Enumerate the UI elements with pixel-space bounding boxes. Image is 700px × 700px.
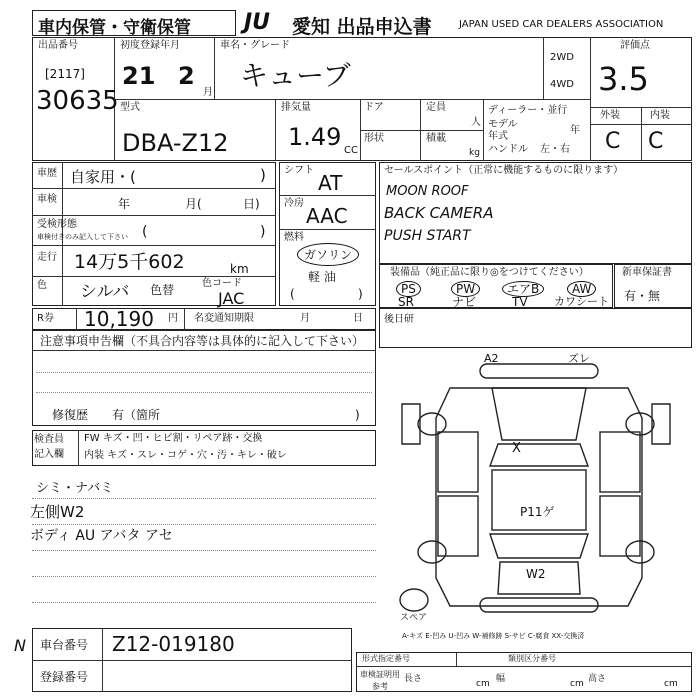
equip-aw: AW [567, 281, 596, 297]
inspection-day: 日) [243, 197, 260, 211]
equip-navi: ナビ [452, 295, 477, 309]
recycle-value: 10,190 [84, 307, 154, 331]
storage-note: 車内保管・守衛保管 [38, 18, 191, 38]
deadline-month: 月 [300, 313, 310, 324]
cert-label-2: 類別区分番号 [508, 654, 556, 663]
load-unit: kg [469, 148, 480, 158]
inspector-row1: FW キズ・凹・ヒビ割・リペア跡・交換 [84, 433, 263, 444]
rear-window-label: 後日研 [384, 314, 414, 325]
equip-pw: PW [451, 281, 480, 297]
registration-label: 初度登録年月 [120, 40, 180, 51]
lot-number: 30635 [36, 86, 119, 116]
history-close: ) [260, 166, 266, 184]
dealer-label: ディーラー・並行 [488, 105, 568, 116]
chassis-value: Z12-019180 [112, 632, 235, 656]
color-code-value: JAC [218, 289, 245, 308]
mileage-label: 走行 [37, 252, 57, 263]
spare-label: スペア [400, 613, 428, 623]
rating-label: 評価点 [620, 40, 650, 51]
rear-bumper [480, 598, 598, 612]
model-year-label: モデル [488, 119, 518, 130]
fuel-diesel: 軽 油 [308, 270, 336, 284]
drive-2wd: 2WD [550, 52, 574, 63]
handle-value: 左・右 [540, 144, 570, 155]
load-label: 積載 [426, 133, 446, 144]
right-door-front [600, 432, 640, 492]
cert-ref-label: 車検証明用 [360, 670, 400, 679]
color-change-label: 色替 [150, 283, 175, 297]
model-name: キューブ [240, 59, 351, 92]
cert-length-unit: cm [476, 679, 490, 689]
inspector-label: 検査員 [34, 434, 64, 445]
registration-year: 21 [122, 62, 156, 90]
shift-label: シフト [284, 165, 314, 176]
month-unit: 月 [203, 87, 213, 98]
mileage-value: 14万5千602 [74, 251, 185, 273]
repair-value: 有（箇所 [112, 408, 161, 422]
lot-label: 出品番号 [38, 40, 78, 51]
wheel-rear-left [418, 541, 446, 563]
history-label: 車歴 [37, 168, 57, 179]
sales-point-1: MOON ROOF [386, 184, 469, 199]
inspector-notes-label: 記入欄 [34, 449, 64, 460]
inspector-note-1: シミ・ナバミ [36, 481, 114, 496]
equip-sr: SR [398, 295, 414, 309]
mark-x: X [512, 441, 521, 456]
warranty-value: 有・無 [624, 289, 661, 303]
interior-label: 内装 [650, 110, 670, 121]
warranty-label: 新車保証書 [622, 267, 672, 278]
cert-label-1: 形式指定番号 [362, 654, 410, 663]
color-code-label: 色コード [202, 278, 242, 289]
repair-close: ) [355, 408, 360, 422]
rear-window [490, 534, 588, 558]
displacement-label: 排気量 [281, 102, 311, 113]
exterior-grade: C [605, 129, 621, 154]
sales-point-2: BACK CAMERA [384, 204, 494, 222]
cert-ref-sub: 参考 [372, 682, 388, 691]
ju-logo: JU [244, 10, 271, 35]
right-door-rear [600, 496, 640, 556]
cert-height-unit: cm [664, 679, 678, 689]
equip-airbag: エアB [502, 281, 544, 297]
color-value: シルバ [80, 282, 130, 302]
damage-legend: A-キズ E-凹み U-凹み W-補修跡 S-サビ C-腐食 XX-交換済 [402, 632, 585, 640]
color-label: 色 [37, 280, 47, 291]
mileage-unit: km [230, 262, 249, 276]
handle-label: ハンドル [488, 144, 528, 155]
cert-width-unit: cm [570, 679, 584, 689]
cert-height: 高さ [588, 674, 607, 684]
capacity-unit: 人 [471, 117, 481, 128]
front-fender-left [402, 404, 420, 444]
ac-label: 冷房 [284, 198, 304, 209]
fuel-label: 燃料 [284, 232, 304, 243]
pending-close: ) [260, 224, 266, 240]
type-value: DBA-Z12 [122, 129, 229, 157]
displacement-unit: CC [344, 145, 358, 156]
hood [492, 388, 586, 440]
doors-label: ドア [364, 102, 384, 113]
equip-ps: PS [396, 281, 421, 297]
mark-w2: W2 [526, 567, 546, 581]
equip-tv: TV [512, 295, 528, 309]
mark-a2: A2 [484, 352, 499, 365]
exterior-label: 外装 [600, 110, 620, 121]
wheel-front-left [418, 413, 446, 435]
margin-mark: N [14, 636, 26, 655]
history-value: 自家用・( [70, 168, 136, 186]
mark-p11: P11ゲ [520, 505, 555, 519]
inspection-label: 車検 [37, 194, 57, 205]
inspection-month: 月( [185, 197, 202, 211]
model-label: 車名・グレード [220, 40, 290, 51]
repair-label: 修復歴 [52, 408, 89, 422]
cert-width: 幅 [496, 674, 506, 684]
inspector-row2: 内装 キズ・スレ・コゲ・穴・汚・キレ・破レ [84, 450, 287, 461]
plate-label: 登録番号 [40, 670, 89, 684]
shape-label: 形状 [364, 133, 384, 144]
inspector-note-3: ボディ AU アバタ アセ [30, 528, 173, 544]
deadline-day: 日 [353, 313, 363, 324]
windshield [490, 444, 588, 466]
notes-label: 注意事項申告欄（不具合内容等は具体的に記入して下さい） [40, 334, 365, 348]
front-bumper [480, 364, 598, 378]
ac-value: AAC [306, 204, 348, 228]
inspector-note-2: 左側W2 [30, 503, 85, 521]
recycle-label: R券 [37, 313, 54, 324]
form-title: 愛知 出品申込書 [292, 16, 432, 38]
spare-tire [400, 589, 428, 611]
sales-point-3: PUSH START [384, 228, 471, 244]
mark-zure: ズレ [568, 352, 590, 365]
pending-sub: 車検付きのみ記入して下さい [37, 233, 128, 241]
pending-label: 受検形態 [37, 219, 77, 230]
pending-open: ( [142, 224, 148, 240]
recycle-unit: 円 [168, 313, 178, 324]
lot-code: [2117] [45, 67, 85, 81]
sales-points-label: セールスポイント（正常に機能するものに限ります） [384, 165, 624, 176]
rating-score: 3.5 [598, 60, 649, 98]
type-label: 型式 [120, 102, 140, 113]
displacement-value: 1.49 [288, 123, 342, 151]
fuel-open: ( [290, 287, 295, 301]
registration-month: 2 [178, 62, 195, 90]
cert-length: 長さ [404, 674, 423, 684]
deadline-label: 名変通知期限 [194, 313, 254, 324]
capacity-label: 定員 [426, 102, 446, 113]
roof [492, 470, 586, 530]
interior-grade: C [648, 129, 664, 154]
equip-leather: カワシート [554, 295, 609, 308]
rear-window-box [379, 308, 692, 348]
equipment-label: 装備品（純正品に限り◎をつけてください） [390, 267, 589, 278]
left-door-front [438, 432, 478, 492]
drive-4wd: 4WD [550, 79, 574, 90]
inspection-year: 年 [118, 197, 131, 211]
association-name: JAPAN USED CAR DEALERS ASSOCIATION [459, 19, 664, 30]
fuel-gasoline: ガソリン [297, 243, 359, 266]
shift-value: AT [318, 171, 343, 195]
chassis-label: 車台番号 [40, 638, 89, 652]
year-unit: 年 [570, 125, 580, 136]
car-damage-diagram [380, 348, 692, 648]
model-year-sub: 年式 [488, 131, 508, 142]
fuel-close: ) [358, 287, 363, 301]
